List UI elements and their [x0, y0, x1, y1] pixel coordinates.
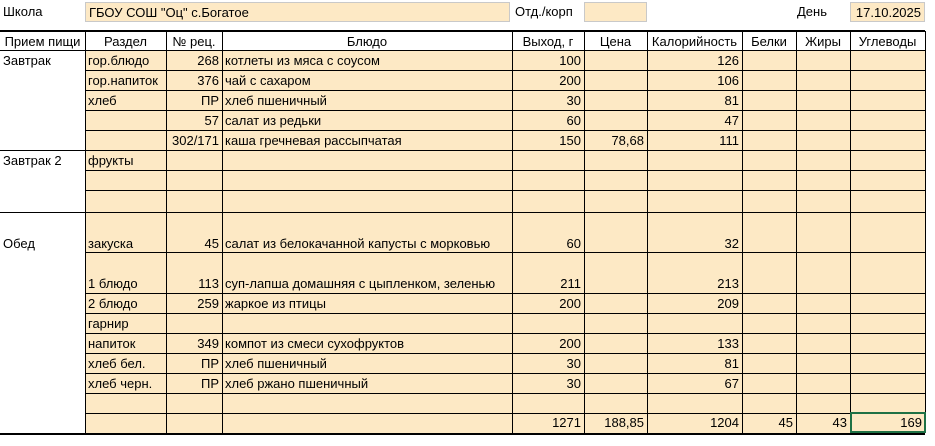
- cell-yield[interactable]: 100: [559, 53, 581, 68]
- column-header-price[interactable]: Цена: [599, 34, 632, 49]
- table-bottom-border: [0, 433, 925, 435]
- column-header-protein[interactable]: Белки: [751, 34, 787, 49]
- cell-yield[interactable]: 60: [566, 113, 581, 128]
- column-divider: [925, 31, 926, 433]
- cell-dish[interactable]: салат из белокачанной капусты с морковью: [225, 236, 491, 251]
- cell-dish[interactable]: хлеб пшеничный: [225, 356, 327, 371]
- cell-calories[interactable]: 67: [724, 376, 739, 391]
- day-value[interactable]: 17.10.2025: [850, 2, 925, 22]
- row-divider: [85, 170, 925, 171]
- cell-section[interactable]: хлеб: [88, 93, 117, 108]
- cell-calories[interactable]: 126: [717, 53, 739, 68]
- cell-yield[interactable]: 200: [559, 336, 581, 351]
- dept-value[interactable]: [584, 2, 647, 22]
- cell-recipe[interactable]: 302/171: [172, 133, 219, 148]
- cell-calories[interactable]: 32: [724, 236, 739, 251]
- cell-meal[interactable]: Обед: [3, 236, 35, 251]
- cell-meal[interactable]: Завтрак: [3, 53, 51, 68]
- cell-section[interactable]: гарнир: [88, 316, 129, 331]
- cell-section[interactable]: хлеб черн.: [88, 376, 153, 391]
- cell-recipe[interactable]: ПР: [200, 376, 219, 391]
- cell-recipe[interactable]: 376: [197, 73, 219, 88]
- cell-dish[interactable]: суп-лапша домашняя с цыпленком, зеленью: [225, 276, 496, 291]
- cell-yield[interactable]: 30: [566, 93, 581, 108]
- cell-dish[interactable]: жаркое из птицы: [225, 296, 326, 311]
- cell-yield[interactable]: 200: [559, 296, 581, 311]
- school-value[interactable]: ГБОУ СОШ "Оц" с.Богатое: [85, 2, 510, 22]
- column-header-meal[interactable]: Прием пищи: [4, 34, 81, 49]
- column-header-fat[interactable]: Жиры: [805, 34, 841, 49]
- cell-section[interactable]: 2 блюдо: [88, 296, 138, 311]
- cell-calories[interactable]: 213: [717, 276, 739, 291]
- selected-cell-outline: [850, 412, 926, 433]
- cell-calories[interactable]: 81: [724, 93, 739, 108]
- cell-fat[interactable]: 43: [832, 415, 847, 430]
- cell-section[interactable]: закуска: [88, 236, 134, 251]
- cell-calories[interactable]: 1204: [710, 415, 739, 430]
- column-header-dish[interactable]: Блюдо: [346, 34, 388, 49]
- day-label: День: [797, 4, 827, 19]
- cell-protein[interactable]: 45: [778, 415, 793, 430]
- cell-calories[interactable]: 106: [717, 73, 739, 88]
- cell-recipe[interactable]: 349: [197, 336, 219, 351]
- cell-calories[interactable]: 111: [719, 133, 739, 148]
- cell-dish[interactable]: хлеб пшеничный: [225, 93, 327, 108]
- row-divider: [85, 190, 925, 191]
- cell-yield[interactable]: 60: [566, 236, 581, 251]
- cell-calories[interactable]: 133: [717, 336, 739, 351]
- dept-label: Отд./корп: [515, 4, 573, 19]
- cell-dish[interactable]: салат из редьки: [225, 113, 322, 128]
- cell-section[interactable]: напиток: [88, 336, 136, 351]
- cell-recipe[interactable]: 113: [198, 276, 219, 291]
- cell-dish[interactable]: хлеб ржано пшеничный: [225, 376, 369, 391]
- column-header-section[interactable]: Раздел: [104, 34, 147, 49]
- cell-price[interactable]: 188,85: [604, 415, 644, 430]
- cell-yield[interactable]: 150: [559, 133, 581, 148]
- cell-section[interactable]: фрукты: [88, 153, 134, 168]
- cell-recipe[interactable]: ПР: [200, 93, 219, 108]
- cell-calories[interactable]: 81: [724, 356, 739, 371]
- cell-meal[interactable]: Завтрак 2: [3, 153, 62, 168]
- cell-recipe[interactable]: 259: [197, 296, 219, 311]
- cell-yield[interactable]: 200: [559, 73, 581, 88]
- cell-yield[interactable]: 211: [560, 276, 581, 291]
- column-header-recipe[interactable]: № рец.: [172, 34, 216, 49]
- cell-calories[interactable]: 209: [717, 296, 739, 311]
- cell-carbs[interactable]: 169: [900, 415, 922, 430]
- column-header-calories[interactable]: Калорийность: [651, 34, 738, 49]
- row-divider: [85, 313, 925, 314]
- cell-dish[interactable]: котлеты из мяса с соусом: [225, 53, 380, 68]
- school-label: Школа: [3, 4, 43, 19]
- cell-yield[interactable]: 1271: [552, 415, 581, 430]
- cell-yield[interactable]: 30: [566, 356, 581, 371]
- cell-dish[interactable]: каша гречневая рассыпчатая: [225, 133, 402, 148]
- cell-recipe[interactable]: 45: [204, 236, 219, 251]
- cell-dish[interactable]: чай с сахаром: [225, 73, 311, 88]
- cell-section[interactable]: гор.блюдо: [88, 53, 150, 68]
- column-header-yield[interactable]: Выход, г: [522, 34, 574, 49]
- cell-price[interactable]: 78,68: [611, 133, 644, 148]
- cell-section[interactable]: 1 блюдо: [88, 276, 138, 291]
- cell-section[interactable]: гор.напиток: [88, 73, 158, 88]
- row-divider: [85, 393, 925, 394]
- cell-yield[interactable]: 30: [566, 376, 581, 391]
- cell-section[interactable]: хлеб бел.: [88, 356, 146, 371]
- cell-recipe[interactable]: 57: [204, 113, 219, 128]
- group-border-2: [0, 212, 925, 213]
- cell-dish[interactable]: компот из смеси сухофруктов: [225, 336, 405, 351]
- column-header-carbs[interactable]: Углеводы: [858, 34, 917, 49]
- cell-recipe[interactable]: ПР: [200, 356, 219, 371]
- cell-calories[interactable]: 47: [724, 113, 739, 128]
- cell-recipe[interactable]: 268: [197, 53, 219, 68]
